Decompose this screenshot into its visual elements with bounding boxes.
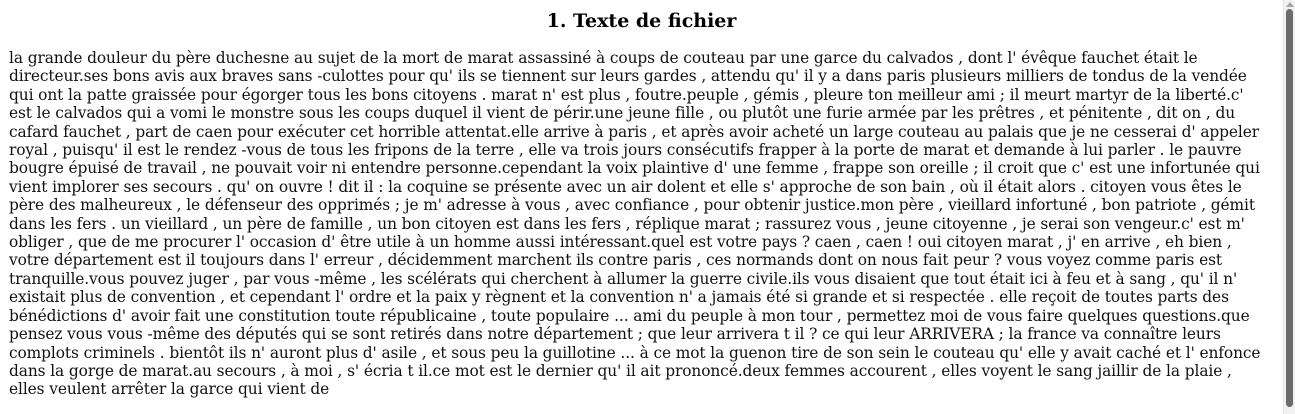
page-title: 1. Texte de fichier: [546, 10, 737, 32]
scrollbar-thumb[interactable]: [1286, 9, 1293, 407]
scroll-up-arrow-icon[interactable]: [1286, 2, 1294, 7]
vertical-scrollbar[interactable]: [1283, 0, 1295, 414]
file-text-body: la grande douleur du père duchesne au sujet de la mort de marat assassiné à coups de couteau par une garce du calvados , dont l' évêque fauchet était le directeur.ses bons avis aux braves sans -culottes pour qu' ils se tiennent sur leurs gardes , attendu qu' il y a dans paris plusieurs milliers de tondus de la vendée qui ont la patte graissée pour égorger tous les bons citoyens . marat n' est plus , foutre.peuple , gémis , pleure ton meilleur ami ; il meurt martyr de la liberté.c' est le calvados qui a vomi le monstre sous les coups duquel il vient de périr.une jeune fille , ou plutôt une furie armée par les prêtres , et pénitente , dit on , du cafard fauchet , part de caen pour exécuter cet horrible attentat.elle arrive à paris , et après avoir acheté un large couteau au palais que je ne cesserai d' appeler royal , puisqu' il est le rendez -vous de tous les fripons de la terre , elle va trois jours consécutifs frapper à la porte de marat et demande à lui parler . le pauvre bougre épuisé de travail , ne pouvait voir ni entendre personne.cependant la voix plaintive d' une femme , frappe son oreille ; il croit que c' est une infortunée qui vient implorer ses secours . qu' on ouvre ! dit il : la coquine se présente avec un air dolent et elle s' approche de son bain , où il était alors . citoyen vous êtes le père des malheureux , le défenseur des opprimés ; je m' adresse à vous , avec confiance , pour obtenir justice.mon père , vieillard infortuné , bon patriote , gémit dans les fers . un vieillard , un père de famille , un bon citoyen est dans les fers , réplique marat ; rassurez vous , jeune citoyenne , je serai son vengeur.c' est m' obliger , que de me procurer l' occasion d' être utile à un homme aussi intéressant.quel est votre pays ? caen , caen ! oui citoyen marat , j' en arrive , eh bien , votre département est il toujours dans l' erreur , décidemment marchent ils contre paris , ces normands dont on nous fait peur ? vous voyez comme paris est tranquille.vous pouvez juger , par vous -même , les scélérats qui cherchent à allumer la guerre civile.ils vous disaient que tout était ici à feu et à sang , qu' il n' existait plus de convention , et cependant l' ordre et la paix y règnent et la convention n' a jamais été si grande et si respectée . elle reçoit de toutes parts des bénédictions d' avoir fait une constitution toute républicaine , toute populaire ... ami du peuple à mon tour , permettez moi de vous faire quelques questions.que pensez vous vous -même des députés qui se sont retirés dans notre département ; que leur arrivera t il ? ce qui leur ARRIVERA ; la france va connaître leurs complots criminels . bientôt ils n' auront plus d' asile , et sous peu la guillotine ... à ce mot la guenon tire de son sein le couteau qu' elle y avait caché et l' enfonce dans la gorge de marat.au secours , à moi , s' écria t il.ce mot est le dernier qu' il ait prononcé.deux femmes accourent , elles voyent le sang jaillir de la plaie , elles veulent arrêter la garce qui vient de: [9, 49, 1261, 399]
